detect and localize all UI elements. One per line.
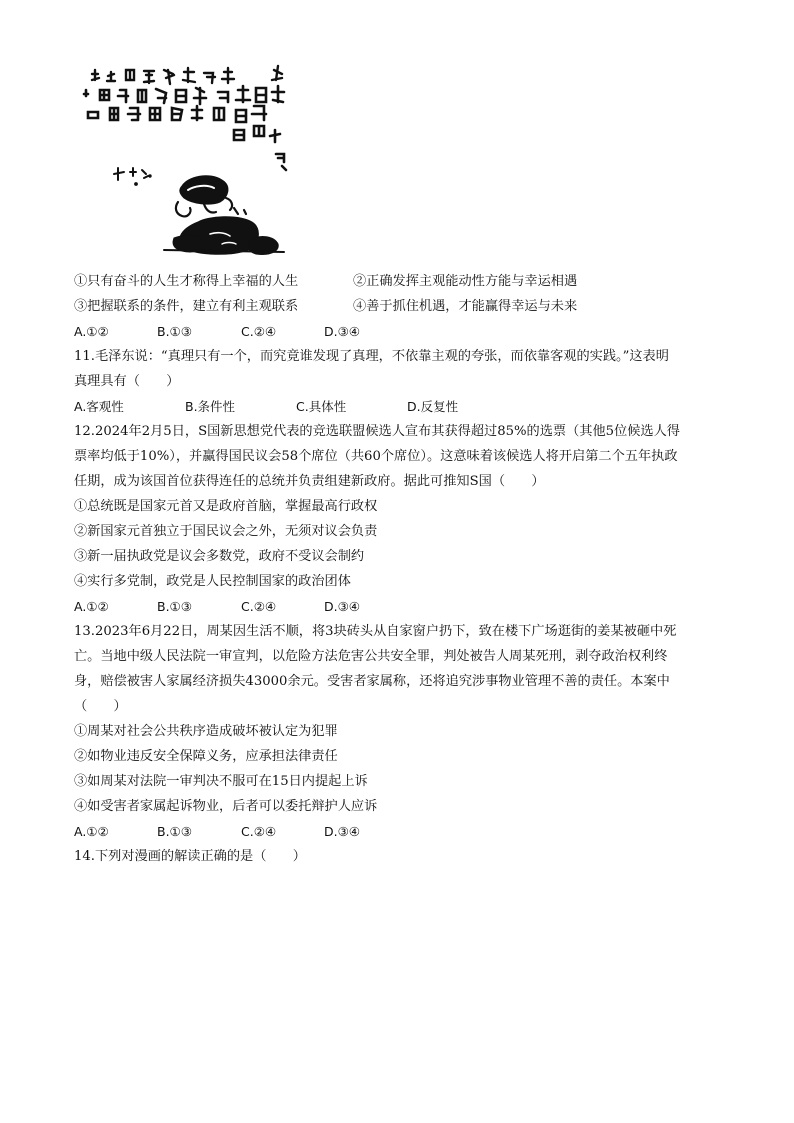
q10-statement-4: ④善于抓住机遇，才能赢得幸运与未来	[353, 299, 578, 314]
q12-statement-4: ④实行多党制，政党是人民控制国家的政治团体	[74, 574, 351, 589]
q12-stem-line-1: 12.2024年2月5日，S国新思想党代表的竞选联盟候选人宣布其获得超过85%的选票（其他5位候选人得	[74, 424, 680, 439]
q13-statement-3: ③如周某对法院一审判决不服可在15日内提起上诉	[74, 774, 368, 789]
q10-statement-3: ③把握联系的条件，建立有利主观联系	[74, 299, 299, 314]
q10-choice-a: A.①②	[74, 324, 109, 339]
q10-statement-1: ①只有奋斗的人生才称得上幸福的人生	[74, 274, 299, 289]
q13-stem-line-2: 亡。当地中级人民法院一审宣判，以危险方法危害公共安全罪，判处被告人周某死刑，剥夺政治权利终	[74, 649, 668, 664]
q13-choice-d: D.③④	[324, 824, 361, 839]
q13-stem-line-3: 身，赔偿被害人家属经济损失43000余元。受害者家属称，还将追究涉事物业管理不善的责任。本案中	[74, 674, 670, 689]
q11-stem-line-2: 真理具有（ ）	[74, 374, 180, 389]
q13-statement-4: ④如受害者家属起诉物业，后者可以委托辩护人应诉	[74, 799, 378, 814]
q13-choice-c: C.②④	[241, 824, 277, 839]
q14-stem-line-1: 14.下列对漫画的解读正确的是（ ）	[74, 849, 306, 864]
q13-statement-2: ②如物业违反安全保障义务，应承担法律责任	[74, 749, 338, 764]
q10-statement-2: ②正确发挥主观能动性方能与幸运相遇	[353, 274, 578, 289]
q10-choice-c: C.②④	[241, 324, 277, 339]
q12-choice-a: A.①②	[74, 599, 109, 614]
q11-stem-line-1: 11.毛泽东说：“真理只有一个，而究竟谁发现了真理，不依靠主观的夸张，而依靠客观的实践。”这表明	[74, 349, 669, 364]
q12-choice-b: B.①③	[157, 599, 192, 614]
q11-choice-a: A.客观性	[74, 399, 124, 414]
q11-choice-d: D.反复性	[407, 399, 459, 414]
q13-statement-1: ①周某对社会公共秩序造成破坏被认定为犯罪	[74, 724, 338, 739]
q13-choice-b: B.①③	[157, 824, 192, 839]
q12-choice-d: D.③④	[324, 599, 361, 614]
q13-stem-line-1: 13.2023年6月22日，周某因生活不顺，将3块砖头从自家窗户扔下，致在楼下广场逛街的姜某被砸中死	[74, 624, 677, 639]
q13-choice-a: A.①②	[74, 824, 109, 839]
q12-statement-3: ③新一届执政党是议会多数党，政府不受议会制约	[74, 549, 365, 564]
q13-stem-line-4: （ ）	[74, 699, 127, 714]
q12-stem-line-3: 任期，成为该国首位获得连任的总统并负责组建新政府。据此可推知S国（ ）	[74, 474, 545, 489]
q12-stem-line-2: 票率均低于10%），并赢得国民议会58个席位（共60个席位）。这意味着该候选人将开启第二个五年执政	[74, 449, 678, 464]
q12-choice-c: C.②④	[241, 599, 277, 614]
q11-choice-b: B.条件性	[185, 399, 236, 414]
q10-choice-d: D.③④	[324, 324, 361, 339]
q11-choice-c: C.具体性	[296, 399, 347, 414]
q12-statement-1: ①总统既是国家元首又是政府首脑，掌握最高行政权	[74, 499, 378, 514]
q10-choice-b: B.①③	[157, 324, 192, 339]
q12-statement-2: ②新国家元首独立于国民议会之外，无须对议会负责	[74, 524, 378, 539]
cartoon-illustration	[78, 62, 300, 260]
